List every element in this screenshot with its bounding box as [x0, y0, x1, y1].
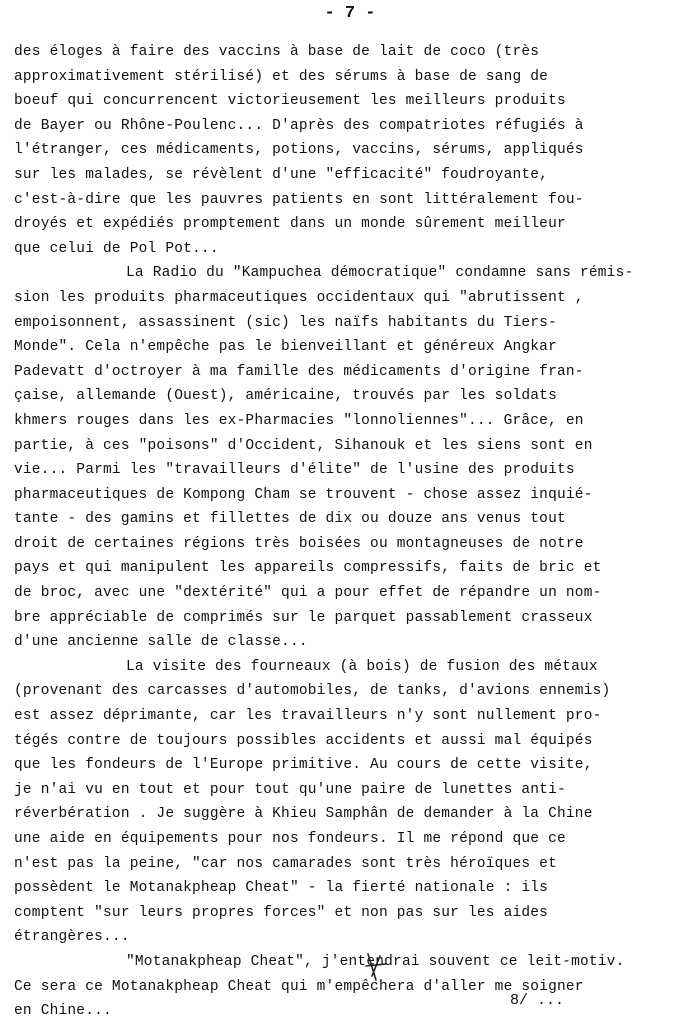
text-line: boeuf qui concurrencent victorieusement les meilleurs produits	[14, 93, 566, 110]
paragraph-start-line: La Radio du "Kampuchea démocratique" condamne sans rémis-	[126, 265, 634, 282]
paragraph-start-line: La visite des fourneaux (à bois) de fusion des métaux	[126, 658, 598, 675]
text-line: pays et qui manipulent les appareils compressifs, faits de bric et	[14, 560, 602, 577]
text-line: l'étranger, ces médicaments, potions, vaccins, sérums, appliqués	[14, 142, 584, 159]
text-line: tante - des gamins et fillettes de dix ou douze ans venus tout	[14, 511, 566, 528]
text-line: étrangères...	[14, 929, 130, 946]
text-line: que celui de Pol Pot...	[14, 240, 219, 257]
text-line: partie, à ces "poisons" d'Occident, Sihanouk et les siens sont en	[14, 437, 593, 454]
text-line: de Bayer ou Rhône-Poulenc... D'après des compatriotes réfugiés à	[14, 117, 584, 134]
continuation-mark: 8/ ...	[510, 992, 565, 1009]
text-line: tégés contre de toujours possibles accidents et aussi mal équipés	[14, 732, 593, 749]
text-line: approximativement stérilisé) et des sérums à base de sang de	[14, 68, 549, 85]
text-line: khmers rouges dans les ex-Pharmacies "lonnoliennes"... Grâce, en	[14, 412, 584, 429]
text-line: droyés et expédiés promptement dans un monde sûrement meilleur	[14, 216, 566, 233]
text-line: sur les malades, se révèlent d'une "efficacité" foudroyante,	[14, 166, 549, 183]
text-line: possèdent le Motanakpheap Cheat" - la fierté nationale : ils	[14, 880, 549, 897]
page-number: - 7 -	[324, 4, 376, 23]
document-body	[14, 40, 686, 1024]
text-line: que les fondeurs de l'Europe primitive. Au cours de cette visite,	[14, 757, 593, 774]
text-line: bre appréciable de comprimés sur le parquet passablement crasseux	[14, 609, 593, 626]
text-line: réverbération . Je suggère à Khieu Samphân de demander à la Chine	[14, 806, 593, 823]
text-line: empoisonnent, assassinent (sic) les naïfs habitants du Tiers-	[14, 314, 557, 331]
text-line: en Chine...	[14, 1003, 112, 1020]
text-line: çaise, allemande (Ouest), américaine, trouvés par les soldats	[14, 388, 557, 405]
text-line: pharmaceutiques de Kompong Cham se trouvent - chose assez inquié-	[14, 486, 593, 503]
text-line: Padevatt d'octroyer à ma famille des médicaments d'origine fran-	[14, 363, 584, 380]
text-line: d'une ancienne salle de classe...	[14, 634, 308, 651]
text-line: est assez déprimante, car les travailleurs n'y sont nullement pro-	[14, 708, 602, 725]
text-line: Monde". Cela n'empêche pas le bienveillant et généreux Angkar	[14, 339, 557, 356]
handwritten-mark-icon	[362, 950, 392, 984]
text-line: des éloges à faire des vaccins à base de lait de coco (très	[14, 44, 540, 60]
text-line: je n'ai vu en tout et pour tout qu'une paire de lunettes anti-	[14, 781, 566, 798]
text-line: Ce sera ce Motanakpheap Cheat qui m'empêchera d'aller me soigner	[14, 978, 584, 995]
text-line: droit de certaines régions très boisées ou montagneuses de notre	[14, 535, 584, 552]
text-line: n'est pas la peine, "car nos camarades sont très héroïques et	[14, 855, 557, 872]
text-line: comptent "sur leurs propres forces" et non pas sur les aides	[14, 904, 549, 921]
text-line: c'est-à-dire que les pauvres patients en sont littéralement fou-	[14, 191, 584, 208]
text-line: sion les produits pharmaceutiques occidentaux qui "abrutissent ,	[14, 289, 584, 306]
text-line: de broc, avec une "dextérité" qui a pour effet de répandre un nom-	[14, 585, 602, 602]
text-line: vie... Parmi les "travailleurs d'élite" de l'usine des produits	[14, 462, 575, 479]
paragraph-start-line: "Motanakpheap Cheat", j'entendrai souvent ce leit-motiv.	[126, 953, 625, 970]
text-line: (provenant des carcasses d'automobiles, de tanks, d'avions ennemis)	[14, 683, 611, 700]
text-line: une aide en équipements pour nos fondeurs. Il me répond que ce	[14, 831, 566, 847]
